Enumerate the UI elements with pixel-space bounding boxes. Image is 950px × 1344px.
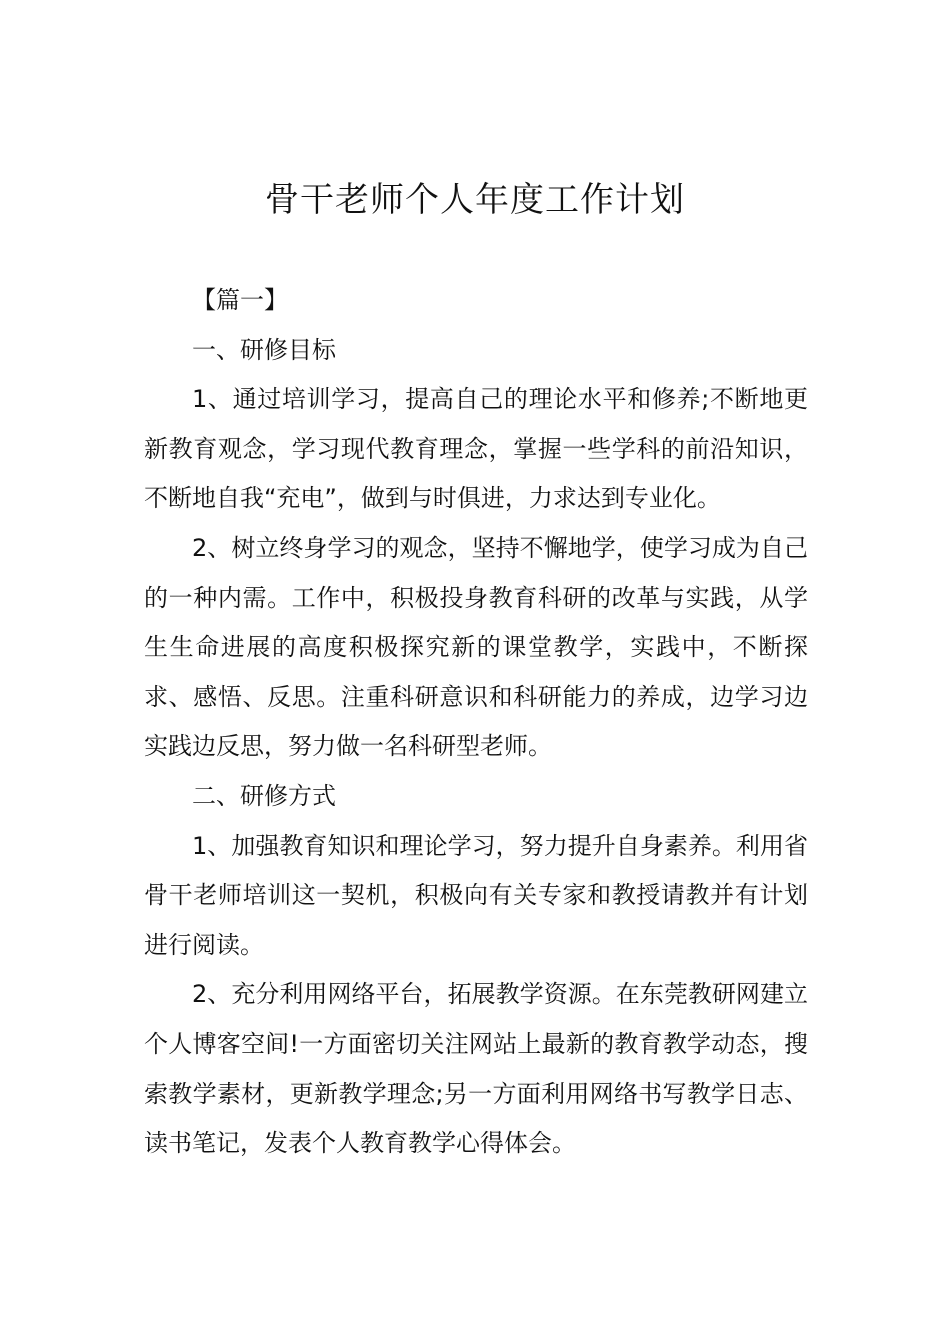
- part-label: 【篇一】: [192, 286, 288, 314]
- document-title: 骨干老师个人年度工作计划: [265, 180, 685, 220]
- document-body: [144, 276, 808, 1169]
- paragraph-method-2: 2、充分利用网络平台，拓展教学资源。在东莞教研网建立个人博客空间!一方面密切关注网站上最新的教育教学动态，搜索教学素材，更新教学理念;另一方面利用网络书写教学日志、读书笔记，发表个人教育教学心得体会。: [144, 980, 808, 1158]
- paragraph-method-1: 1、加强教育知识和理论学习，努力提升自身素养。利用省骨干老师培训这一契机，积极向有关专家和教授请教并有计划进行阅读。: [144, 831, 808, 959]
- paragraph-goal-1: 1、通过培训学习，提高自己的理论水平和修养;不断地更新教育观念，学习现代教育理念，掌握一些学科的前沿知识，不断地自我“充电”，做到与时俱进，力求达到专业化。: [144, 385, 808, 513]
- section-heading-methods: 二、研修方式: [192, 781, 336, 810]
- section-heading-goals: 一、研修目标: [192, 335, 336, 364]
- paragraph-goal-2: 2、树立终身学习的观念，坚持不懈地学，使学习成为自己的一种内需。工作中，积极投身教育科研的改革与实践，从学生生命进展的高度积极探究新的课堂教学，实践中，不断探求、感悟、反思。注重科研意识和科研能力的养成，边学习边实践边反思，努力做一名科研型老师。: [144, 533, 808, 761]
